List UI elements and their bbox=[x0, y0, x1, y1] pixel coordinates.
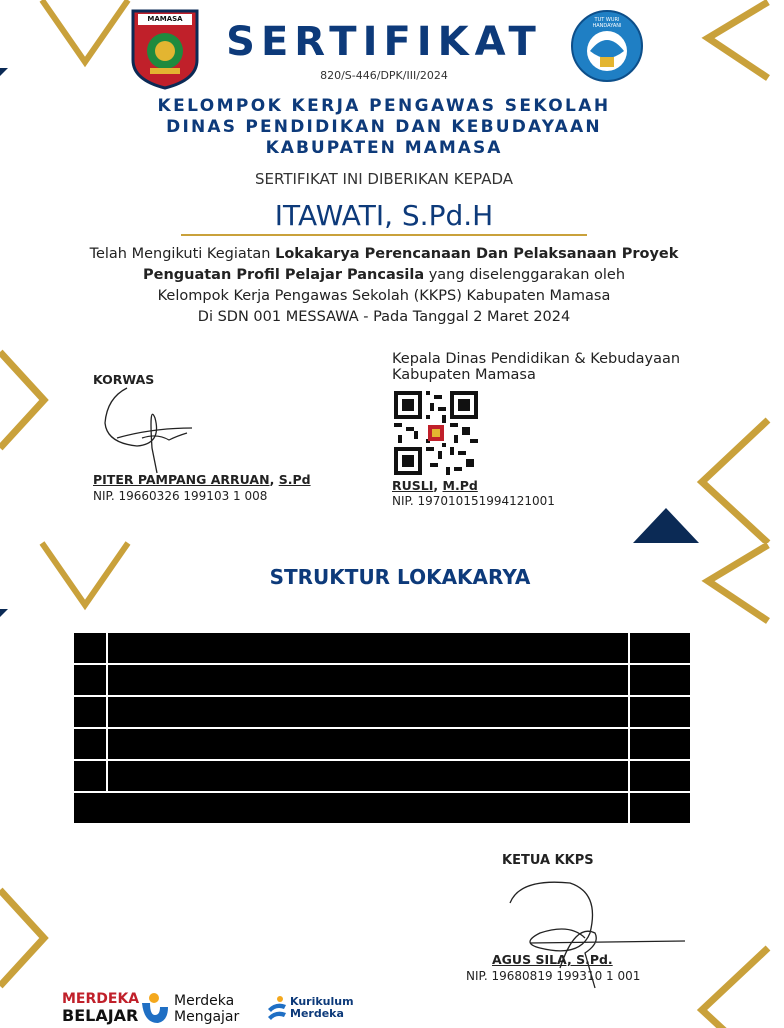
activity-name-part-1: Lokakarya Perencanaan Dan Pelaksanaan Proyek bbox=[275, 246, 679, 262]
certificate-title: SERTIFIKAT bbox=[226, 19, 542, 65]
table-row bbox=[73, 792, 691, 824]
signer-right-role-1: Kepala Dinas Pendidikan & Kebudayaan bbox=[392, 351, 681, 367]
kurikulum-merdeka-icon bbox=[266, 995, 288, 1023]
table-cell-total-label bbox=[73, 792, 629, 824]
table-cell-no bbox=[73, 664, 107, 696]
table-cell-content bbox=[107, 632, 629, 664]
recipient-underline bbox=[181, 234, 587, 236]
structure-table bbox=[72, 631, 692, 825]
activity-name-part-2: Penguatan Profil Pelajar Pancasila bbox=[142, 267, 425, 283]
signer-left-role: KORWAS bbox=[93, 372, 155, 387]
tut-wuri-logo-text: TUT WURI HANDAYANI bbox=[592, 17, 622, 29]
certificate-number: 820/S-446/DPK/III/2024 bbox=[320, 69, 448, 82]
table-cell-value bbox=[629, 664, 691, 696]
table-cell-value bbox=[629, 696, 691, 728]
body-line-1 bbox=[0, 244, 768, 265]
gold-chevron-top-right-p2 bbox=[700, 543, 768, 653]
merdeka-mengajar-logo bbox=[138, 991, 258, 1024]
table-cell-no bbox=[73, 728, 107, 760]
table-cell-no bbox=[73, 760, 107, 792]
org-line-3: KABUPATEN MAMASA bbox=[265, 138, 503, 158]
signer-left-degree: S.Pd bbox=[278, 472, 311, 487]
table-cell-value bbox=[629, 760, 691, 792]
gold-chevron-bottom-left-p2 bbox=[0, 888, 50, 988]
table-cell-total-value bbox=[629, 792, 691, 824]
signer-left-name: PITER PAMPANG ARRUAN bbox=[93, 472, 270, 487]
mamasa-logo-text: MAMASA bbox=[147, 15, 183, 23]
table-cell-content bbox=[107, 664, 629, 696]
signer-left-name-line: PITER PAMPANG ARRUAN, S.Pd bbox=[93, 472, 311, 487]
structure-title: STRUKTUR LOKAKARYA bbox=[269, 565, 531, 589]
qr-code bbox=[394, 391, 478, 475]
signature-left bbox=[97, 378, 207, 478]
merdeka-belajar-logo bbox=[62, 991, 140, 1025]
kurikulum-line-1: Kurikulum bbox=[290, 995, 354, 1008]
kurikulum-merdeka-logo bbox=[266, 995, 356, 1025]
body-line-3: Kelompok Kerja Pengawas Sekolah (KKPS) Kabupaten Mamasa bbox=[157, 288, 611, 304]
body-line-1-prefix: Telah Mengikuti Kegiatan bbox=[89, 246, 276, 262]
ketua-name: AGUS SILA, S.Pd. bbox=[492, 952, 613, 967]
signer-right-role-2: Kabupaten Mamasa bbox=[392, 367, 536, 383]
table-cell-value bbox=[629, 728, 691, 760]
given-to-label: SERTIFIKAT INI DIBERIKAN KEPADA bbox=[254, 170, 514, 188]
table-row bbox=[73, 632, 691, 664]
table-row bbox=[73, 696, 691, 728]
org-line-2: DINAS PENDIDIKAN DAN KEBUDAYAAN bbox=[166, 117, 602, 137]
ketua-nip: NIP. 19680819 199310 1 001 bbox=[466, 969, 641, 983]
table-cell-value bbox=[629, 632, 691, 664]
signer-left bbox=[93, 372, 353, 512]
merdeka-belajar-line-1: MERDEKA bbox=[62, 991, 140, 1007]
signer-left-nip: NIP. 19660326 199103 1 008 bbox=[93, 489, 268, 503]
merdeka-mengajar-icon bbox=[138, 991, 170, 1024]
kurikulum-line-2: Merdeka bbox=[290, 1007, 344, 1020]
body-line-2-suffix: yang diselenggarakan oleh bbox=[424, 267, 626, 283]
table-cell-content bbox=[107, 696, 629, 728]
signer-right-nip: NIP. 197010151994121001 bbox=[392, 494, 555, 508]
gold-chevron-bottom-right-p2 bbox=[696, 948, 768, 1028]
org-line-1: KELOMPOK KERJA PENGAWAS SEKOLAH bbox=[157, 96, 611, 116]
navy-triangle-corner bbox=[633, 508, 699, 543]
table-cell-content bbox=[107, 728, 629, 760]
body-line-2 bbox=[0, 265, 768, 286]
certificate-body bbox=[0, 244, 768, 328]
recipient-name: ITAWATI, S.Pd.H bbox=[274, 199, 494, 232]
ketua-role: KETUA KKPS bbox=[502, 853, 594, 868]
table-row bbox=[73, 664, 691, 696]
signer-right-name-line: RUSLI, M.Pd bbox=[392, 478, 478, 493]
table-row bbox=[73, 760, 691, 792]
gold-chevron-mid-left bbox=[0, 350, 50, 450]
navy-marker-left-p2 bbox=[0, 609, 8, 617]
structure-page bbox=[0, 543, 768, 1024]
signer-right bbox=[392, 351, 722, 511]
signer-right-name: RUSLI bbox=[392, 478, 434, 493]
table-row bbox=[73, 728, 691, 760]
merdeka-mengajar-line-1: Merdeka bbox=[174, 993, 235, 1009]
table-cell-no bbox=[73, 632, 107, 664]
merdeka-mengajar-line-2: Mengajar bbox=[174, 1009, 240, 1025]
merdeka-belajar-line-2: BELAJAR bbox=[62, 1006, 139, 1025]
table-cell-content bbox=[107, 760, 629, 792]
table-cell-no bbox=[73, 696, 107, 728]
signer-right-degree: M.Pd bbox=[442, 478, 478, 493]
body-line-4: Di SDN 001 MESSAWA - Pada Tanggal 2 Maret 2024 bbox=[197, 309, 571, 325]
